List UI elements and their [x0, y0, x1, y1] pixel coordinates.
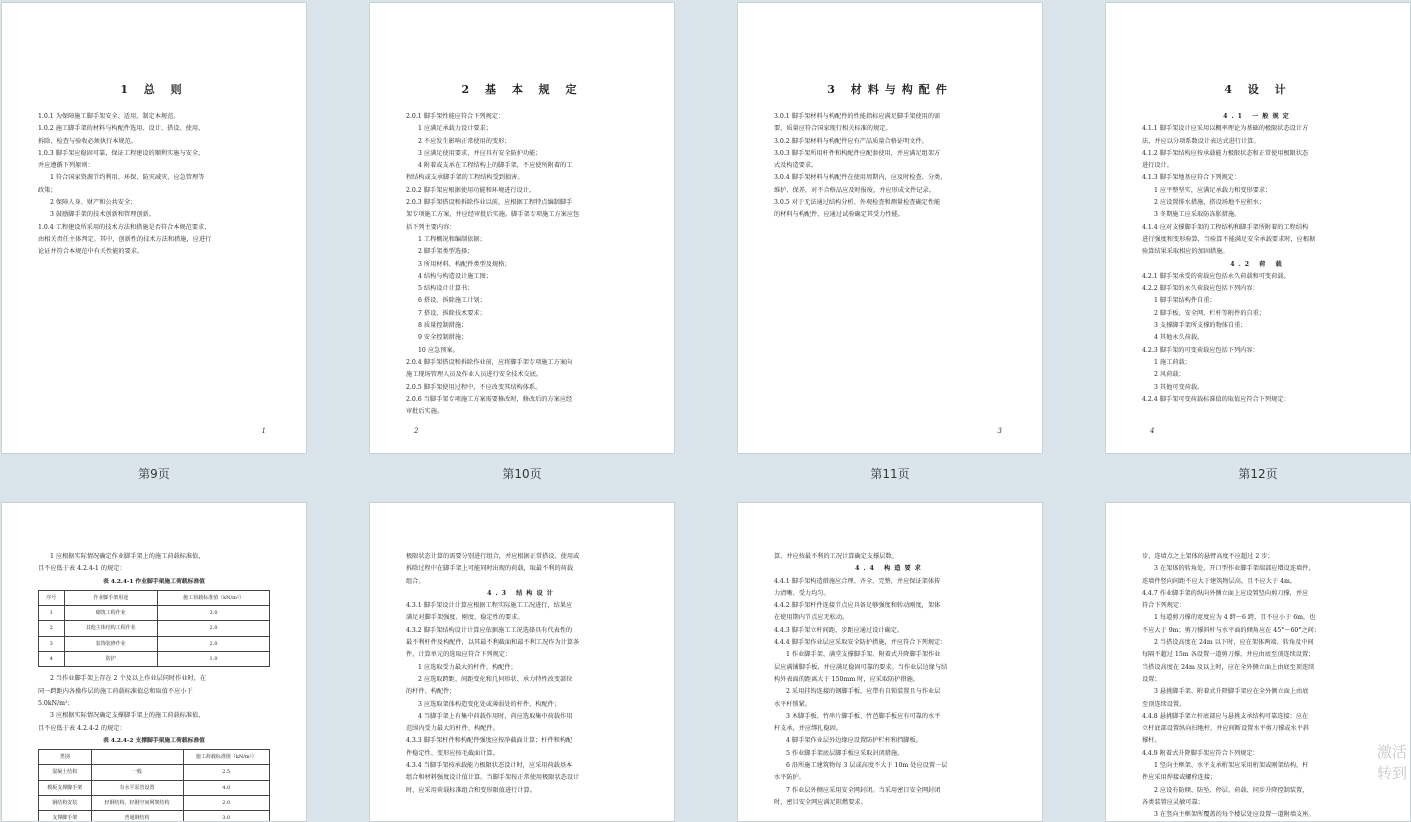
table-row — [39, 811, 270, 822]
section-heading: 4.4 构造要求 — [855, 565, 925, 573]
page-body — [774, 111, 1006, 222]
body-line: 3 木脚手板、竹串片脚手板、竹芭脚手板应有可靠的水平 — [786, 712, 941, 720]
body-line: 3 其他可变荷载。 — [1154, 383, 1204, 391]
page-number: 1 — [261, 427, 266, 435]
body-line: 4.1.4 应对支撑脚手架的工程结构和脚手架所附着的工程结构 — [1142, 223, 1309, 231]
page-body — [38, 111, 270, 259]
body-line: 4 附着或支承在工程结构上的脚手架，不应使所附着的工 — [418, 162, 573, 170]
table-cell: 普通钢结构 — [91, 811, 183, 822]
body-line: 由相关责任主体判定。其中，创新性的技术方法和措施，应进行 — [38, 235, 212, 243]
body-line: 2.0.1 脚手架性能应符合下列规定： — [406, 113, 505, 120]
body-line: 4.4.9 附着式升降脚手架应符合下列规定： — [1142, 749, 1259, 757]
body-line: 3.0.3 脚手架所用杆件和构配件应配套使用，并应满足组架方 — [774, 149, 941, 157]
table-cell: 4.0 — [183, 780, 270, 795]
body-line: 且不应低于表 4.2.4-1 的规定： — [38, 565, 126, 573]
lines-a — [38, 551, 270, 576]
body-line: 2.0.4 脚手架搭设和拆除作业前，应将脚手架专项施工方案向 — [406, 358, 573, 366]
body-line: 1 符合国家资源节约利用、环保、防灾减灾、应急管理等 — [50, 174, 205, 182]
table-cell: 其他主体结构工程作业 — [64, 621, 158, 636]
body-line: 至顶连续设置。 — [1142, 700, 1186, 708]
body-line: 2.0.6 当脚手架专项施工方案需要修改时，修改后的方案应经 — [406, 395, 573, 403]
chapter-title: 4 设 计 — [1224, 83, 1292, 96]
body-line: 8 质量控制措施； — [418, 322, 468, 330]
load-table-2 — [38, 749, 270, 822]
body-line: 的材料与构配件，应通过试验确定其受力性能。 — [774, 211, 904, 219]
body-line: 5 结构设计计算书； — [418, 285, 474, 293]
page-11[interactable] — [737, 2, 1043, 454]
page-body — [406, 111, 638, 418]
load-table-1 — [38, 590, 270, 667]
body-line: 2 风荷载； — [1154, 371, 1185, 379]
table-cell: 2.0 — [158, 621, 270, 636]
body-line: 各类装置应灵敏可靠； — [1142, 798, 1204, 806]
body-line: 4 结构与构造设计施工图； — [418, 272, 492, 280]
body-line: 构外表面的距离大于 150mm 时，应采取防护措施。 — [774, 675, 920, 683]
body-line: 且不应低于表 4.2.4-2 的规定： — [38, 724, 126, 732]
body-line: 范围内受力最大的杆件、构配件。 — [406, 725, 499, 733]
table-row — [39, 765, 270, 780]
activation-watermark — [1377, 742, 1407, 784]
body-line: 3 应根据实际情况确定支撑脚手架上的施工荷载标准值， — [50, 712, 205, 720]
table-cell: 3.0 — [158, 606, 270, 621]
table-cell: 有水平泵管设置 — [91, 780, 183, 795]
body-line: 4.4.3 脚手架立杆间距、步距应通过设计确定。 — [774, 626, 904, 634]
page-body — [774, 551, 1006, 809]
table-cell: 装饰装修作业 — [64, 636, 158, 651]
table-header-row — [39, 750, 270, 765]
page-12[interactable] — [1105, 2, 1411, 454]
body-line: 拆除过程中在脚手架上可能同时出现的荷载，取最不利的荷载 — [406, 565, 574, 573]
page-10[interactable] — [369, 2, 675, 454]
table-row — [39, 780, 270, 795]
page-14[interactable] — [369, 502, 675, 822]
body-line: 3 鼓励脚手架的技术创新和管理创新。 — [50, 211, 155, 219]
body-line: 审批后实施。 — [406, 408, 444, 416]
body-line: 2 脚手架类型选择； — [418, 248, 474, 256]
table-cell: 砌筑工程作业 — [64, 606, 158, 621]
page-body — [1142, 551, 1374, 822]
body-line: 程结构或支承脚手架的工程结构受到损害。 — [406, 174, 524, 182]
watermark-line: 激活 — [1376, 743, 1407, 761]
table-row — [39, 636, 270, 651]
body-line: 的杆件、构配件； — [406, 688, 456, 696]
chapter-title: 2 基 本 规 定 — [461, 83, 583, 96]
body-line: 3.0.2 脚手架材料与构配件应有产品质量合格证明文件。 — [774, 137, 928, 145]
body-line: 2 当搭设高度在 24m 以下时，应在架体两端、转角及中间 — [1154, 639, 1314, 647]
body-line: 4.1.1 脚手架设计应采用以概率理论为基础的极限状态设计方 — [1142, 125, 1309, 133]
body-line: 时，密目安全网应满足阻燃要求。 — [774, 798, 867, 806]
table-cell: 防护 — [64, 652, 158, 667]
body-line: 极限状态计算的需要分别进行组合，并应根据正常搭设、使用或 — [406, 553, 580, 560]
body-line: 4.2.3 脚手架的可变荷载应包括下列内容： — [1142, 346, 1259, 354]
body-line: 进行强度和变形验算，当验算不能满足安全承载要求时，应根据 — [1142, 235, 1316, 243]
page-label[interactable]: 第12页 — [1238, 467, 1278, 481]
body-line: 3 所用材料、构配件类型及规格； — [418, 260, 511, 268]
table-cell: 2.0 — [158, 636, 270, 651]
body-line: 施工现场管理人员及作业人员进行安全技术交底。 — [406, 371, 543, 379]
body-line: 最不利杆件及构配件，以其最不利截面和最不利工况作为计算条 — [406, 639, 580, 647]
table-cell: 2.5 — [183, 765, 270, 780]
body-line: 4.2.2 脚手架的永久荷载应包括下列内容： — [1142, 285, 1259, 293]
body-line: 在使用期内节点应无松动。 — [774, 614, 849, 622]
body-line: 4.3.1 脚手架设计计算应根据工程实际施工工况进行，结果应 — [406, 602, 573, 610]
body-line: 5 作业脚手架底层脚手板应采取封闭措施。 — [786, 749, 904, 757]
body-line: 组合和材料强度设计值计算。当脚手架按正常使用极限状态设计 — [406, 774, 580, 782]
body-line: 件稳定性、变形应按毛截面计算。 — [406, 749, 499, 757]
body-line: 要，质量应符合国家现行相关标准的规定。 — [774, 125, 892, 133]
table-cell: 3 — [39, 636, 65, 651]
table-header-cell: 施工荷载标准值（kN/m²） — [158, 590, 270, 605]
body-line: 论证并符合本规范中有关性能的要求。 — [38, 248, 144, 256]
body-line: 9 安全控制措施； — [418, 334, 468, 342]
body-line: 1.0.4 工程建设所采用的技术方法和措施是否符合本规范要求， — [38, 223, 211, 231]
body-line: 2 应选取跨距、间距变化和几何形状、承力特性改变部位 — [418, 675, 573, 683]
body-line: 2 脚手板、安全网、栏杆等附件的自重； — [1154, 309, 1266, 317]
body-line: 设置； — [1142, 675, 1161, 683]
body-line: 3 在架体的转角处、开口型作业脚手架端部应增设连墙件， — [1154, 565, 1315, 573]
body-line: 4.4.4 脚手架作业层应采取安全防护措施，并应符合下列规定： — [774, 639, 947, 647]
body-line: 2.0.3 脚手架搭设和拆除作业以前，应根据工程特点编制脚手 — [406, 199, 573, 207]
table-header-row — [39, 590, 270, 605]
body-line: 算，并应按最不利的工况计算确定支撑层数。 — [774, 553, 898, 560]
body-line: 2.0.5 脚手架使用过程中，不应改变其结构体系。 — [406, 383, 542, 391]
table-header-cell: 类别 — [39, 750, 92, 765]
body-line: 7 搭设、拆除技术要求； — [418, 309, 486, 317]
body-line: 2.0.2 脚手架应根据使用功能和环境进行设计。 — [406, 186, 536, 194]
body-line: 5.0kN/m²； — [38, 699, 74, 707]
body-line: 3.0.1 脚手架材料与构配件的性能指标应满足脚手架使用的需 — [774, 113, 941, 120]
table-caption: 表 4.2.4-1 作业脚手架施工荷载标准值 — [103, 578, 205, 585]
body-line: 2 保障人身、财产和公共安全； — [50, 199, 137, 207]
body-line: 4.2.4 脚手架可变荷载标准值的取值应符合下列规定： — [1142, 395, 1290, 403]
body-line: 时，应采用荷载标准组合和变形限值进行计算。 — [406, 786, 536, 794]
body-line: 1 应平整坚实，应满足承载力和变形要求； — [1154, 186, 1272, 194]
body-line: 件，计算单元的选取应符合下列规定： — [406, 651, 512, 659]
table-cell: 3.0 — [183, 811, 270, 822]
body-line: 同一跨距内各操作层的施工荷载标准值总和取值不应小于 — [38, 687, 193, 695]
body-line: 1.0.3 脚手架应稳固可靠，保证工程建设的顺利实施与安全， — [38, 149, 205, 157]
body-line: 并应遵循下列原则： — [38, 162, 94, 170]
page-body — [1142, 111, 1374, 406]
body-line: 1 应选取受力最大的杆件、构配件； — [418, 663, 517, 671]
body-line: 3 应选取架体构造变化处或薄弱处的杆件、构配件； — [418, 700, 561, 708]
page-label[interactable]: 第11页 — [870, 467, 910, 481]
table-cell: 支撑脚手架 — [39, 811, 92, 822]
body-line: 4.1.3 脚手架地基应符合下列规定： — [1142, 174, 1241, 182]
body-line: 1 作业脚手架、满堂支撑脚手架、附着式升降脚手架作业 — [786, 651, 941, 659]
watermark-line: 转到 — [1376, 764, 1407, 782]
body-line: 1 应满足承载力设计要求； — [418, 125, 492, 133]
chapter-title: 3 材料与构配件 — [827, 83, 953, 96]
body-line: 4 当脚手架上有集中荷载作用时，尚应选取集中荷载作用 — [418, 712, 573, 720]
body-line: 3 支撑脚手架所支撑的物体自重； — [1154, 322, 1247, 330]
page-label[interactable]: 第9页 — [138, 467, 170, 481]
body-line: 2 当作业脚手架上存在 2 个及以上作业层同时作业时，在 — [50, 675, 207, 683]
body-line: 1 脚手架结构件自重； — [1154, 297, 1216, 305]
body-line: 当搭设高度在 24m 及以上时，应在全外侧立面上由底至顶连续 — [1142, 663, 1315, 671]
page-number: 4 — [1150, 427, 1155, 435]
body-line: 2 应设置排水措施，搭设场地不应积水； — [1154, 199, 1266, 207]
body-line: 6 搭设、拆除施工计划； — [418, 297, 486, 305]
table-cell: 2 — [39, 621, 65, 636]
body-line: 组合。 — [406, 577, 425, 585]
table-header-cell: 施工荷载标准值（kN/m²） — [183, 750, 270, 765]
page-number: 3 — [997, 427, 1002, 435]
body-line: 4.4.2 脚手架杆件连接节点应具备足够强度和转动刚度，架体 — [774, 602, 941, 610]
body-line: 4 其他永久荷载。 — [1154, 334, 1204, 342]
body-line: 杆支承，并应绑扎稳固。 — [774, 725, 843, 733]
body-line: 2 应设有防倾、防坠、停层、荷载、同步升降控制装置， — [1154, 786, 1309, 794]
body-line: 4.2.1 脚手架承受的荷载应包括永久荷载和可变荷载。 — [1142, 272, 1290, 280]
body-line: 3 在竖向主框架所覆盖的每个楼层处应设置一道附墙支座。 — [1154, 811, 1315, 819]
body-line: 1 竖向主框架、水平支承桁架应采用桁架或刚架结构，杆 — [1154, 762, 1309, 770]
body-line: 4 脚手架作业层外边缘应设置防护栏杆和挡脚板。 — [786, 737, 922, 745]
chapter-title: 1 总 则 — [120, 83, 188, 96]
body-line: 1.0.2 施工脚手架的材料与构配件选用、设计、搭设、使用、 — [38, 125, 205, 133]
table-row — [39, 606, 270, 621]
page-16[interactable] — [1105, 502, 1411, 822]
table-cell: 钢结构安装 — [39, 796, 92, 811]
body-line: 7 作业层外侧应采用安全网封闭。当采用密目安全网封闭 — [786, 786, 941, 794]
body-line: 符合下列规定： — [1142, 602, 1186, 610]
body-line: 4.4.8 悬挑脚手架立杆底部应与悬挑支承结构可靠连接；应在 — [1142, 712, 1309, 720]
body-line: 1 工程概况和编制依据； — [418, 235, 486, 243]
body-line: 每隔不超过 15m 各设置一道剪刀撑，并应由底至顶连续设置； — [1142, 651, 1315, 659]
body-line: 架专项施工方案，并应经审批后实施。脚手架专项施工方案应包 — [406, 211, 580, 219]
body-line: 4.4.7 作业脚手架的纵向外侧立面上应设置竖向剪刀撑，并应 — [1142, 589, 1309, 597]
body-line: 3 冬期施工应采取防冻胀措施。 — [1154, 211, 1241, 219]
body-line: 不应大于 9m；剪刀撑斜杆与水平面的倾角应在 45°～60°之间； — [1142, 626, 1320, 634]
page-body — [406, 551, 638, 797]
body-line: 1.0.1 为保障施工脚手架安全、适用，制定本规范。 — [38, 113, 180, 120]
body-line: 式及构造要求。 — [774, 162, 818, 170]
body-line: 1 每道剪刀撑的宽度应为 4 跨～6 跨，且不应小于 6m，也 — [1154, 614, 1316, 622]
body-line: 3 应满足使用要求，并应具有安全防护功能； — [418, 149, 542, 157]
table-cell: 混凝土结构 — [39, 765, 92, 780]
page-label[interactable]: 第10页 — [502, 467, 542, 481]
body-line: 拆除、检查与验收必须执行本规范。 — [38, 137, 137, 145]
body-line: 10 应急预案。 — [418, 346, 459, 354]
table-cell: 2.0 — [183, 796, 270, 811]
body-line: 件应采用焊接或螺栓连接； — [1142, 774, 1217, 782]
body-line: 6 沿所施工建筑物每 3 层或高度不大于 10m 处应设置一层 — [786, 762, 948, 770]
table-cell: 一般 — [91, 765, 183, 780]
page-9[interactable] — [1, 2, 307, 454]
table-row — [39, 652, 270, 667]
body-line: 4.3.4 当脚手架按承载能力极限状态设计时，应采用荷载基本 — [406, 762, 573, 770]
body-line: 1 施工荷载； — [1154, 358, 1191, 366]
body-line: 满足对脚手架强度、刚度、稳定性的要求。 — [406, 614, 524, 622]
body-line: 维护、保养，对不合格品应及时报废，并应形成文件记录。 — [774, 186, 935, 194]
body-line: 2 采用挂钩连接的钢脚手板，应带有自锁装置且与作业层 — [786, 688, 941, 696]
table-cell: 1 — [39, 606, 65, 621]
table-cell: 模板支撑脚手架 — [39, 780, 92, 795]
body-line: 撑杆。 — [1142, 737, 1161, 745]
body-line: 3.0.4 脚手架材料与构配件在使用周期内，应及时检查、分类、 — [774, 174, 947, 182]
body-line: 3 悬挑脚手架、附着式升降脚手架应在全外侧立面上由底 — [1154, 688, 1309, 696]
table-cell: 4 — [39, 652, 65, 667]
page-13[interactable] — [1, 502, 307, 822]
table-header-cell: 作业脚手架用途 — [64, 590, 158, 605]
page-15[interactable] — [737, 502, 1043, 822]
table-cell: 1.0 — [158, 652, 270, 667]
lines-b — [38, 673, 270, 734]
body-line: 进行设计。 — [1142, 162, 1173, 170]
body-line: 政策； — [38, 186, 57, 194]
table-caption: 表 4.2.4-2 支撑脚手架施工荷载标准值 — [103, 737, 205, 744]
table-header-cell — [91, 750, 183, 765]
body-line: 1 应根据实际情况确定作业脚手架上的施工荷载标准值， — [50, 553, 205, 560]
body-line: 验算结果采取相应的加固措施。 — [1142, 248, 1229, 256]
body-line: 3.0.5 对于无法通过结构分析、外观检查和测量检查确定性能 — [774, 199, 941, 207]
body-line: 法，并应以分项系数设计表达式进行计算。 — [1142, 137, 1260, 145]
body-line: 4.3.2 脚手架结构设计计算应依据施工工况选择具有代表性的 — [406, 626, 573, 634]
body-line: 4.3.3 脚手架杆件和构配件强度应按净截面计算；杆件和构配 — [406, 737, 573, 745]
section-heading: 4.2 荷 载 — [1230, 260, 1286, 268]
table-header-cell: 序号 — [39, 590, 65, 605]
body-line: 4.1.2 脚手架结构应按承载能力极限状态和正常使用极限状态 — [1142, 149, 1309, 157]
section-heading: 4.3 结构设计 — [487, 589, 557, 597]
body-line: 连墙件竖向间距不应大于建筑物层高，且不应大于 4m。 — [1142, 577, 1297, 585]
body-line: 步，连墙点之上架体的悬臂高度不应超过 2 步； — [1142, 553, 1274, 560]
page-number: 2 — [414, 427, 419, 435]
body-line: 水平防护。 — [774, 774, 805, 782]
body-line: 括下列主要内容： — [406, 223, 456, 231]
section-heading: 4.1 一般规定 — [1223, 113, 1293, 120]
body-line: 力清晰、受力均匀。 — [774, 589, 830, 597]
body-line: 水平杆锁紧。 — [774, 700, 812, 708]
table-cell: 轻钢结构、轻钢空间网架结构 — [91, 796, 183, 811]
page-body — [38, 551, 270, 822]
body-line: 2 不应发生影响正常使用的变形； — [418, 137, 511, 145]
body-line: 4.4.1 脚手架构造措施应合理、齐全、完整，并应保证架体传 — [774, 577, 941, 585]
table-row — [39, 621, 270, 636]
table-row — [39, 796, 270, 811]
body-line: 层应满铺脚手板，并应满足稳固可靠的要求。当作业层边缘与结 — [774, 663, 948, 671]
body-line: 立杆底部设置纵向扫地杆，并应间断设置水平剪刀撑或水平斜 — [1142, 725, 1310, 733]
